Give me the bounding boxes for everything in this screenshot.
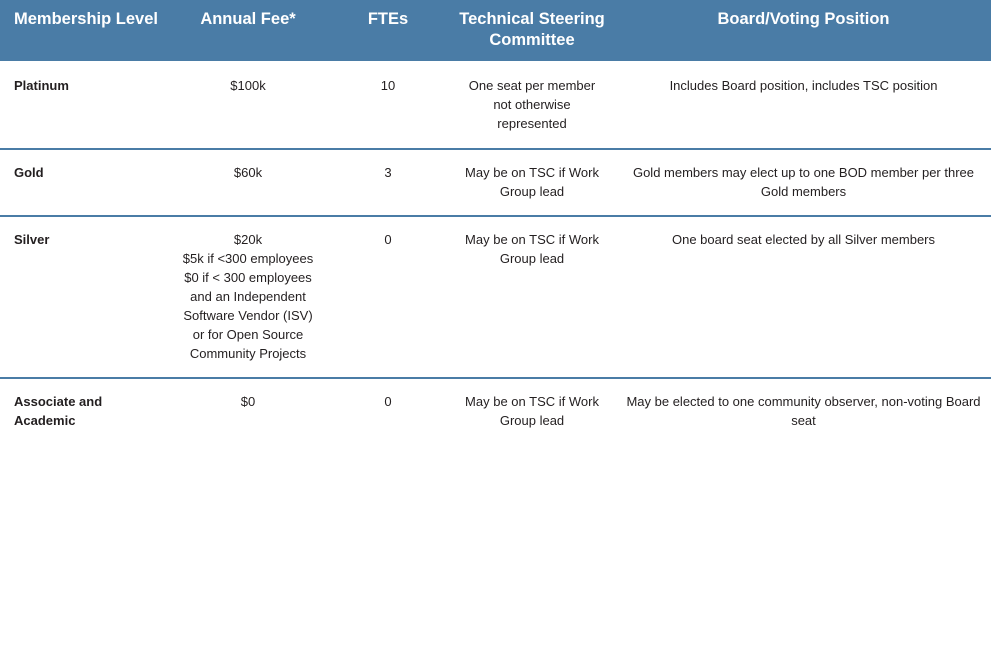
table-row — [0, 216, 991, 378]
cell-tsc: One seat per member not otherwise represented — [468, 78, 596, 131]
table-body — [0, 61, 991, 445]
cell-board: One board seat elected by all Silver members — [616, 216, 991, 378]
table-row — [0, 61, 991, 149]
column-header-membership-level: Membership Level — [0, 0, 168, 61]
cell-ftes: 0 — [328, 378, 448, 445]
column-header-technical-steering-committee: Technical Steering Committee — [448, 0, 616, 61]
fee-line: $0 if < 300 employees and an Independent Software Vendor (ISV) or for Open Source Community Projects — [183, 270, 313, 361]
cell-membership-level: Silver — [0, 216, 168, 378]
cell-tsc: May be on TSC if Work Group lead — [448, 149, 616, 217]
column-header-annual-fee: Annual Fee* — [168, 0, 328, 61]
fee-line: $0 — [240, 394, 256, 410]
column-header-board-voting-position: Board/Voting Position — [616, 0, 991, 61]
cell-membership-level: Gold — [0, 149, 168, 217]
cell-tsc: May be on TSC if Work Group lead — [448, 378, 616, 445]
cell-ftes: 0 — [328, 216, 448, 378]
fee-line: $5k if <300 employees — [182, 251, 314, 267]
cell-board: Includes Board position, includes TSC position — [669, 78, 938, 94]
table-row — [0, 149, 991, 217]
table-header — [0, 0, 991, 61]
cell-annual-fee — [168, 61, 328, 149]
cell-annual-fee — [168, 149, 328, 217]
cell-ftes: 10 — [380, 78, 396, 94]
cell-annual-fee — [168, 378, 328, 445]
table-header-row — [0, 0, 991, 61]
cell-tsc: May be on TSC if Work Group lead — [448, 216, 616, 378]
cell-ftes: 3 — [328, 149, 448, 217]
cell-annual-fee — [168, 216, 328, 378]
cell-board: Gold members may elect up to one BOD member per three Gold members — [616, 149, 991, 217]
fee-line: $100k — [230, 78, 266, 94]
fee-line: $20k — [233, 232, 263, 248]
table-row — [0, 378, 991, 445]
column-header-ftes: FTEs — [328, 0, 448, 61]
cell-board: May be elected to one community observer, non-voting Board seat — [616, 378, 991, 445]
fee-line: $60k — [233, 164, 263, 180]
cell-membership-level: Associate and Academic — [0, 378, 168, 445]
cell-membership-level: Platinum — [14, 78, 69, 94]
